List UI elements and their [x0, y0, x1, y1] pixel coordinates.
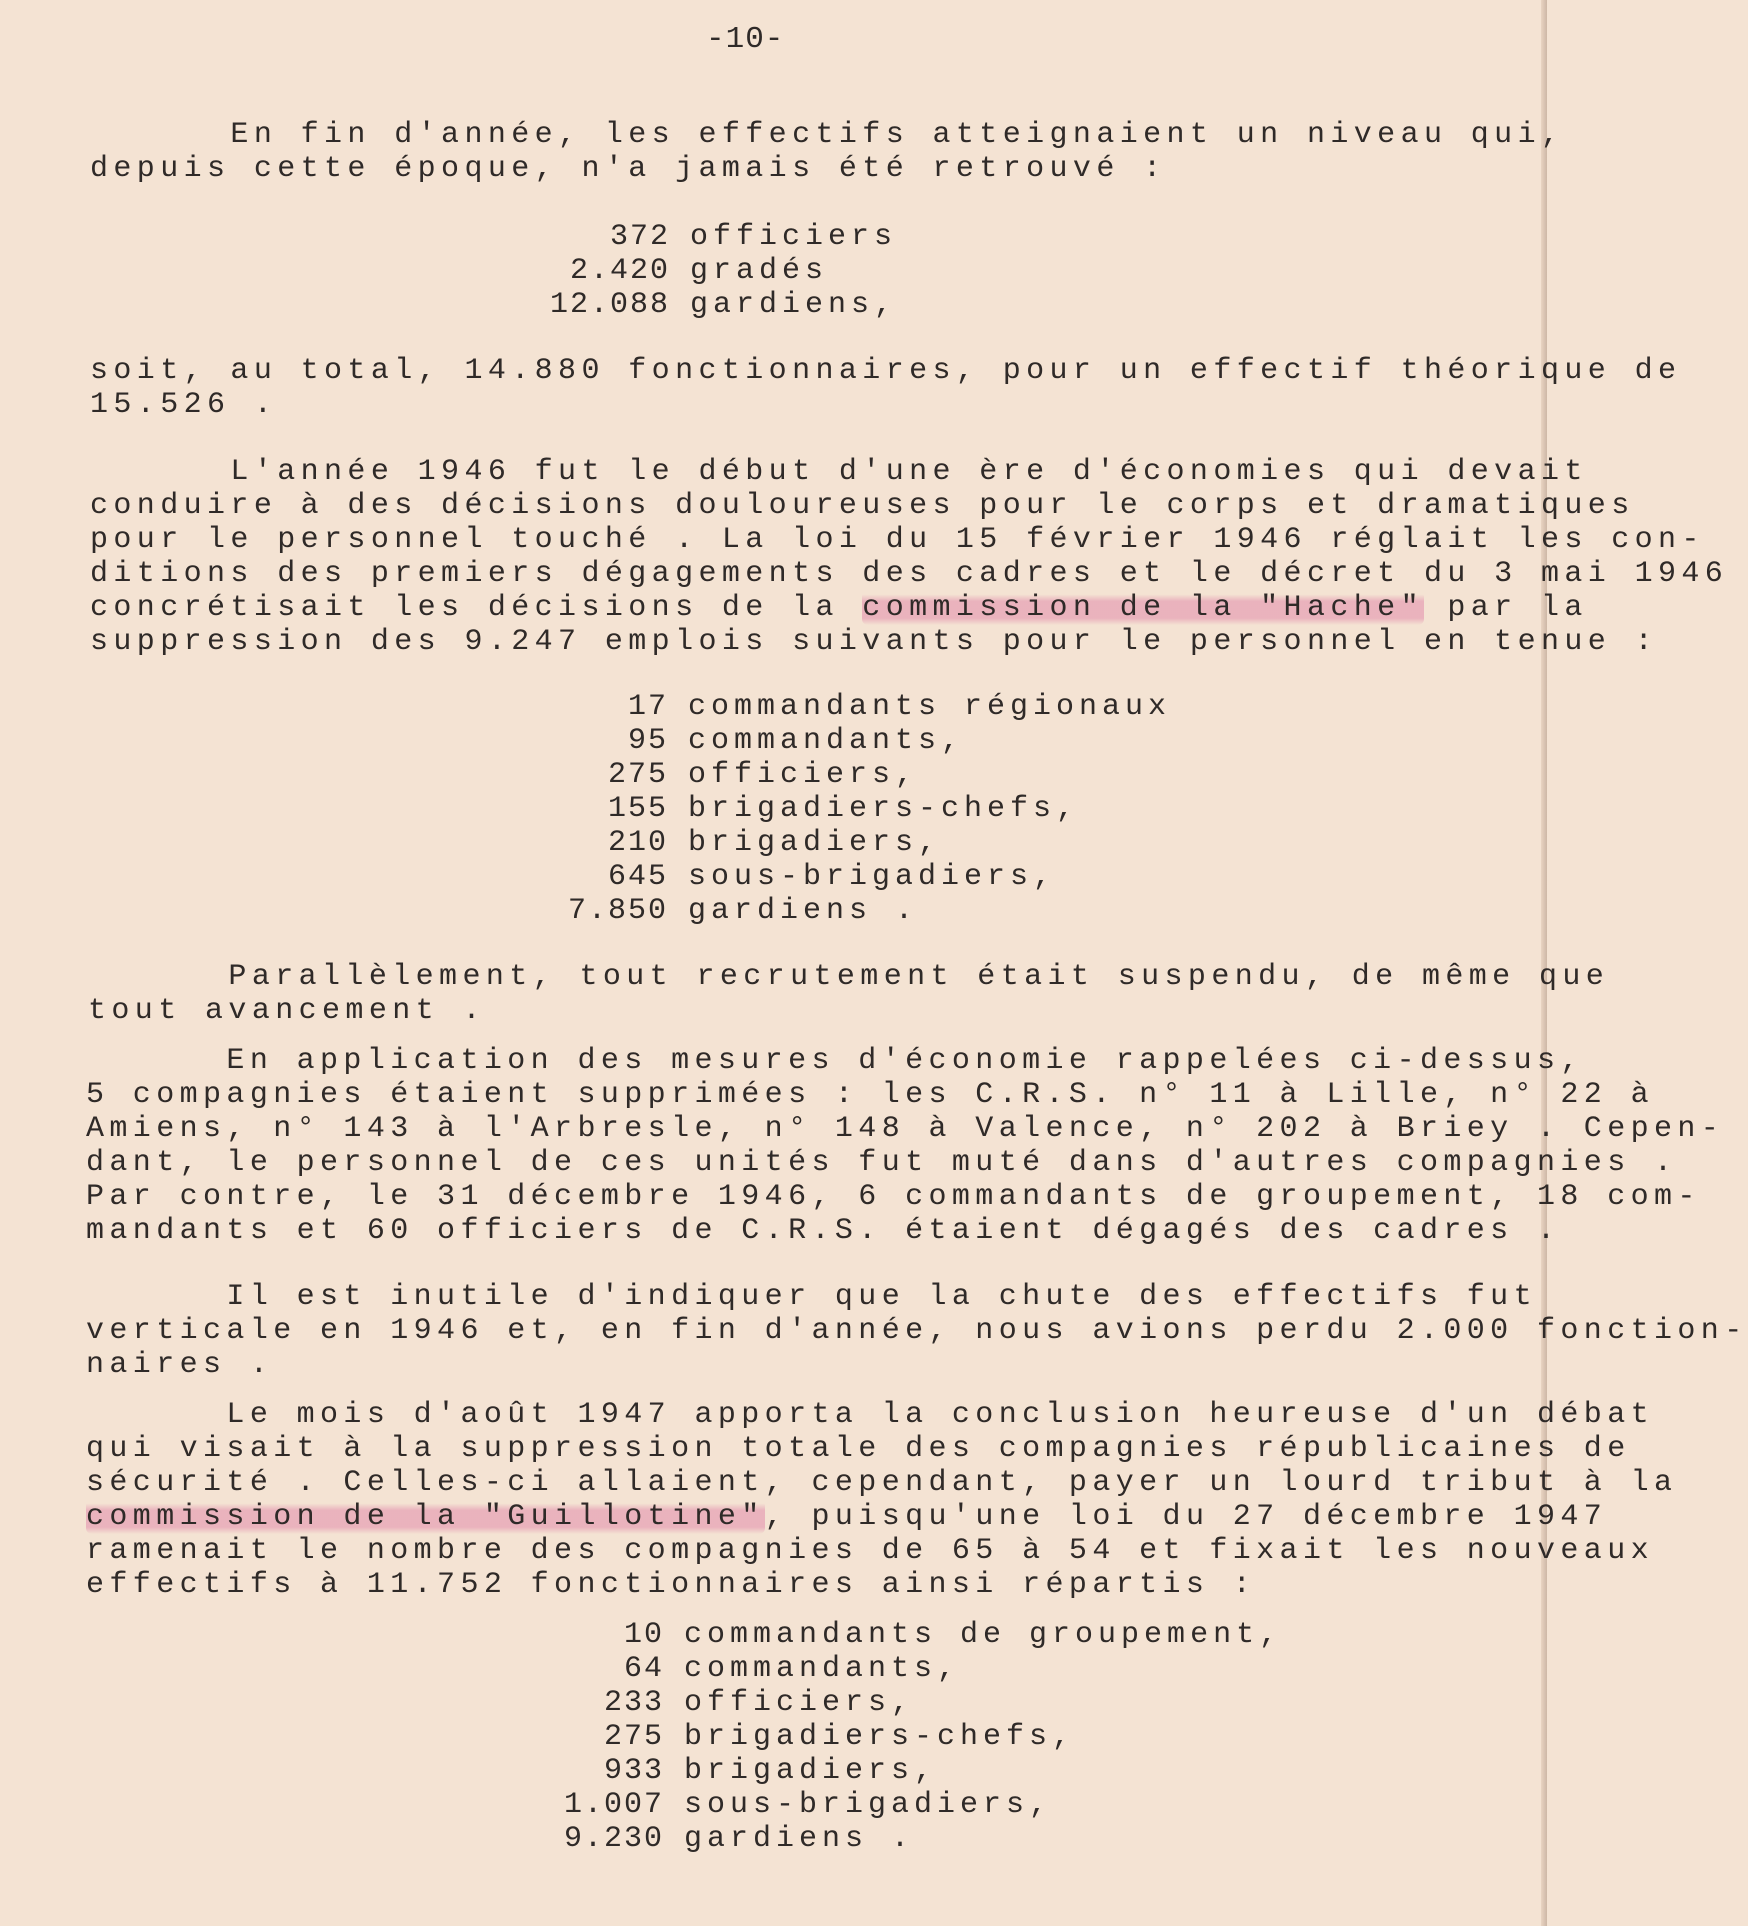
list-label: officiers — [690, 220, 898, 254]
list-label: brigadiers, — [684, 1754, 938, 1788]
paragraph-line: mandants et 60 officiers de C.R.S. étaient dégagés des cadres . — [86, 1214, 1561, 1248]
paragraph-line: tout avancement . — [88, 994, 486, 1028]
list-number: 1.007 — [563, 1788, 664, 1822]
list-label: gardiens . — [684, 1822, 915, 1856]
list-label: officiers, — [684, 1686, 915, 1720]
list-number: 933 — [603, 1754, 664, 1788]
text-span: par la — [1423, 591, 1588, 625]
list-number: 12.088 — [549, 288, 670, 322]
text-span: , puisqu'une loi du 27 décembre 1947 — [764, 1500, 1608, 1534]
highlighted-phrase: commission de la "Guillotine" — [86, 1500, 765, 1534]
list-label: commandants de groupement, — [684, 1618, 1283, 1652]
list-number: 95 — [627, 724, 668, 758]
list-number: 2.420 — [569, 254, 670, 288]
paragraph-line: Amiens, n° 143 à l'Arbresle, n° 148 à Valence, n° 202 à Briey . Cepen- — [86, 1112, 1725, 1146]
paragraph-line: 15.526 . — [90, 388, 278, 422]
list-number: 9.230 — [563, 1822, 664, 1856]
paragraph-line: Il est inutile d'indiquer que la chute des effectifs fut — [86, 1280, 1537, 1314]
list-label: brigadiers-chefs, — [688, 792, 1080, 826]
page-number: -10- — [706, 22, 785, 57]
list-number: 17 — [627, 690, 668, 724]
list-number: 372 — [609, 220, 670, 254]
list-label: sous-brigadiers, — [688, 860, 1057, 894]
list-label: gardiens, — [690, 288, 898, 322]
list-label: officiers, — [688, 758, 919, 792]
list-label: sous-brigadiers, — [684, 1788, 1053, 1822]
list-number: 155 — [607, 792, 668, 826]
paragraph-line: soit, au total, 14.880 fonctionnaires, pour un effectif théorique de — [90, 354, 1682, 388]
paragraph-line: suppression des 9.247 emplois suivants pour le personnel en tenue : — [90, 625, 1658, 659]
paragraph-line: naires . — [86, 1348, 274, 1382]
paragraph-line: pour le personnel touché . La loi du 15 février 1946 réglait les con- — [90, 523, 1705, 557]
paragraph-line — [86, 1500, 1607, 1534]
paragraph-line: dant, le personnel de ces unités fut muté dans d'autres compagnies . — [86, 1146, 1678, 1180]
list-number: 275 — [607, 758, 668, 792]
text-span: concrétisait les décisions de la — [90, 591, 863, 625]
paragraph-line: En fin d'année, les effectifs atteignaient un niveau qui, — [90, 118, 1565, 152]
paragraph-line: 5 compagnies étaient supprimées : les C.R.S. n° 11 à Lille, n° 22 à — [86, 1078, 1654, 1112]
paragraph-line: conduire à des décisions douloureuses pour le corps et dramatiques — [90, 489, 1635, 523]
paragraph-line: En application des mesures d'économie rappelées ci-dessus, — [86, 1044, 1584, 1078]
highlighted-phrase: commission de la "Hache" — [862, 591, 1424, 625]
list-label: brigadiers, — [688, 826, 942, 860]
list-label: brigadiers-chefs, — [684, 1720, 1076, 1754]
list-label: gardiens . — [688, 894, 919, 928]
paragraph-line: L'année 1946 fut le début d'une ère d'économies qui devait — [90, 455, 1588, 489]
list-label: commandants régionaux — [688, 690, 1172, 724]
paragraph-line: sécurité . Celles-ci allaient, cependant, payer un lourd tribut à la — [86, 1466, 1678, 1500]
list-number: 10 — [623, 1618, 664, 1652]
paragraph-line: Parallèlement, tout recrutement était suspendu, de même que — [88, 960, 1610, 994]
list-label: commandants, — [688, 724, 965, 758]
list-number: 233 — [603, 1686, 664, 1720]
list-number: 275 — [603, 1720, 664, 1754]
list-number: 7.850 — [567, 894, 668, 928]
paragraph-line: ditions des premiers dégagements des cadres et le décret du 3 mai 1946 — [90, 557, 1729, 591]
list-number: 645 — [607, 860, 668, 894]
paragraph-line: verticale en 1946 et, en fin d'année, nous avions perdu 2.000 fonction- — [86, 1314, 1748, 1348]
list-label: commandants, — [684, 1652, 961, 1686]
list-number: 64 — [623, 1652, 664, 1686]
paragraph-line: Le mois d'août 1947 apporta la conclusion heureuse d'un débat — [86, 1398, 1654, 1432]
paragraph-line: Par contre, le 31 décembre 1946, 6 commandants de groupement, 18 com- — [86, 1180, 1701, 1214]
paragraph-line: qui visait à la suppression totale des compagnies républicaines de — [86, 1432, 1631, 1466]
paragraph-line — [90, 591, 1588, 625]
paragraph-line: ramenait le nombre des compagnies de 65 à 54 et fixait les nouveaux — [86, 1534, 1654, 1568]
list-number: 210 — [607, 826, 668, 860]
list-label: gradés — [690, 254, 829, 288]
paragraph-line: depuis cette époque, n'a jamais été retrouvé : — [90, 152, 1167, 186]
paragraph-line: effectifs à 11.752 fonctionnaires ainsi répartis : — [86, 1568, 1257, 1602]
